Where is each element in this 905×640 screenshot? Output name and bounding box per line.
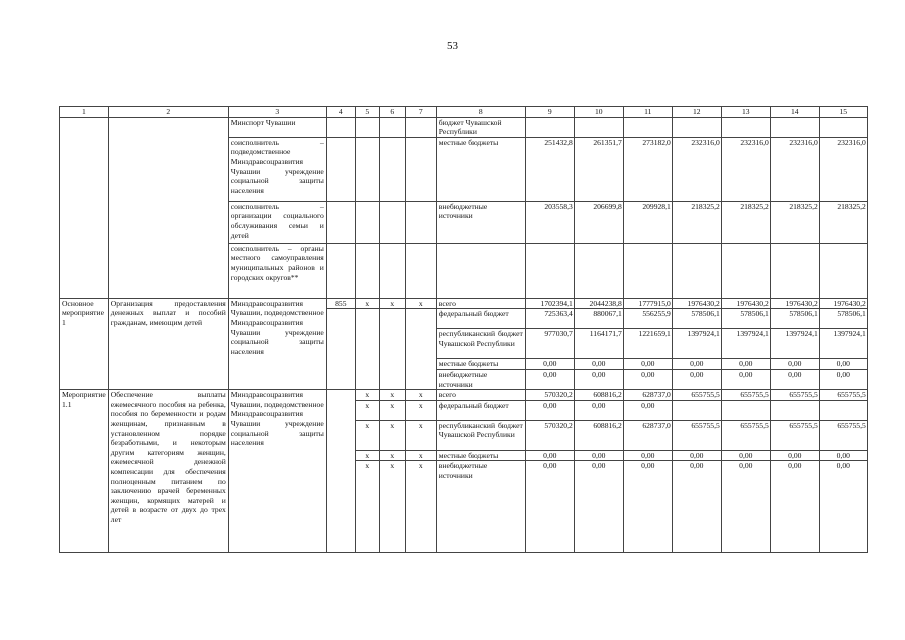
value-cell: 0,00 (672, 369, 721, 389)
col-header: 7 (405, 107, 436, 118)
value-cell: 1397924,1 (721, 329, 770, 359)
code-cell: х (355, 420, 379, 450)
executor-cell: Минспорт Чувашии (228, 117, 326, 137)
value-cell: 0,00 (672, 450, 721, 461)
value-cell: 203558,3 (525, 201, 574, 243)
source-cell: федеральный бюджет (436, 309, 525, 329)
code-cell: х (379, 420, 405, 450)
code-cell: х (405, 390, 436, 401)
value-cell: 570320,2 (525, 420, 574, 450)
col-header: 8 (436, 107, 525, 118)
value-cell: 0,00 (525, 400, 574, 420)
column-number-header (60, 107, 868, 118)
executor-cell: Минздравсоцразвития Чувашии, подведомственное Минздравсоцразвития Чувашии учреждение социальной защиты населения (228, 298, 326, 389)
source-cell: бюджет Чувашской Республики (436, 117, 525, 137)
col-header: 3 (228, 107, 326, 118)
source-cell: внебюджетные источники (436, 369, 525, 389)
value-cell: 1976430,2 (770, 298, 819, 309)
value-cell: 608816,2 (574, 420, 623, 450)
value-cell: 655755,5 (672, 390, 721, 401)
executor-cell: соисполнитель – подведомственное Минздравсоцразвития Чувашии учреждение социальной защиты населения (228, 137, 326, 201)
status-cell: Мероприятие 1.1 (60, 390, 109, 553)
value-cell: 0,00 (721, 359, 770, 370)
value-cell: 0,00 (623, 400, 672, 420)
value-cell: 0,00 (721, 369, 770, 389)
code-cell: х (355, 400, 379, 420)
col-header: 11 (623, 107, 672, 118)
source-cell: местные бюджеты (436, 359, 525, 370)
table-row (60, 117, 868, 137)
value-cell: 725363,4 (525, 309, 574, 329)
code-cell: х (355, 390, 379, 401)
value-cell: 0,00 (574, 400, 623, 420)
value-cell: 0,00 (623, 461, 672, 553)
executor-cell: соисполнитель – органы местного самоуправления муниципальных районов и городских округов** (228, 243, 326, 298)
value-cell: 1702394,1 (525, 298, 574, 309)
value-cell: 0,00 (672, 461, 721, 553)
source-cell: республиканский бюджет Чувашской Республики (436, 420, 525, 450)
value-cell: 209928,1 (623, 201, 672, 243)
value-cell: 0,00 (819, 369, 867, 389)
code-cell: х (405, 400, 436, 420)
value-cell: 578506,1 (819, 309, 867, 329)
table-row (60, 298, 868, 309)
value-cell: 0,00 (770, 450, 819, 461)
value-cell: 556255,9 (623, 309, 672, 329)
value-cell: 0,00 (574, 369, 623, 389)
value-cell: 570320,2 (525, 390, 574, 401)
col-header: 1 (60, 107, 109, 118)
value-cell: 578506,1 (672, 309, 721, 329)
value-cell: 1397924,1 (770, 329, 819, 359)
name-cell (108, 117, 228, 298)
source-cell: федеральный бюджет (436, 400, 525, 420)
value-cell: 1221659,1 (623, 329, 672, 359)
source-cell: местные бюджеты (436, 137, 525, 201)
col-header: 10 (574, 107, 623, 118)
value-cell: 578506,1 (721, 309, 770, 329)
budget-table (59, 106, 868, 553)
source-cell: всего (436, 390, 525, 401)
value-cell: 1777915,0 (623, 298, 672, 309)
name-cell: Организация предоставления денежных выплат и пособий гражданам, имеющим детей (108, 298, 228, 389)
value-cell: 1164171,7 (574, 329, 623, 359)
value-cell: 218325,2 (672, 201, 721, 243)
value-cell: 0,00 (574, 450, 623, 461)
value-cell: 0,00 (525, 359, 574, 370)
budget-table-wrapper (59, 106, 868, 553)
value-cell: 0,00 (819, 461, 867, 553)
code-cell: х (379, 298, 405, 309)
value-cell: 261351,7 (574, 137, 623, 201)
value-cell: 578506,1 (770, 309, 819, 329)
col-header: 12 (672, 107, 721, 118)
value-cell: 251432,8 (525, 137, 574, 201)
value-cell: 0,00 (721, 461, 770, 553)
value-cell: 218325,2 (721, 201, 770, 243)
value-cell: 655755,5 (819, 420, 867, 450)
value-cell: 0,00 (623, 369, 672, 389)
code-cell: х (379, 461, 405, 553)
source-cell: внебюджетные источники (436, 461, 525, 553)
value-cell: 0,00 (721, 450, 770, 461)
value-cell: 0,00 (525, 369, 574, 389)
code-cell: х (355, 298, 379, 309)
value-cell: 880067,1 (574, 309, 623, 329)
code-cell: х (379, 450, 405, 461)
value-cell: 0,00 (525, 450, 574, 461)
col-header: 2 (108, 107, 228, 118)
value-cell: 1976430,2 (672, 298, 721, 309)
code-cell: х (405, 461, 436, 553)
code-cell: х (355, 450, 379, 461)
value-cell: 608816,2 (574, 390, 623, 401)
value-cell: 0,00 (819, 450, 867, 461)
value-cell: 655755,5 (721, 420, 770, 450)
code-cell: х (405, 420, 436, 450)
value-cell: 2044238,8 (574, 298, 623, 309)
executor-cell: соисполнитель – организации социального обслуживания семьи и детей (228, 201, 326, 243)
source-cell: всего (436, 298, 525, 309)
value-cell: 232316,0 (672, 137, 721, 201)
value-cell: 0,00 (574, 359, 623, 370)
executor-cell: Минздравсоцразвития Чувашии, подведомственное Минздравсоцразвития Чувашии учреждение социальной защиты населения (228, 390, 326, 553)
value-cell: 0,00 (770, 369, 819, 389)
value-cell: 0,00 (623, 450, 672, 461)
col-header: 4 (326, 107, 355, 118)
value-cell: 232316,0 (721, 137, 770, 201)
grbs-cell: 855 (326, 298, 355, 309)
value-cell: 628737,0 (623, 420, 672, 450)
value-cell: 0,00 (770, 461, 819, 553)
source-cell: внебюджетные источники (436, 201, 525, 243)
value-cell: 218325,2 (770, 201, 819, 243)
col-header: 14 (770, 107, 819, 118)
code-cell: х (405, 298, 436, 309)
value-cell: 218325,2 (819, 201, 867, 243)
code-cell: х (379, 400, 405, 420)
value-cell: 628737,0 (623, 390, 672, 401)
value-cell: 655755,5 (672, 420, 721, 450)
col-header: 13 (721, 107, 770, 118)
value-cell: 977030,7 (525, 329, 574, 359)
source-cell: республиканский бюджет Чувашской Республики (436, 329, 525, 359)
source-cell: местные бюджеты (436, 450, 525, 461)
status-cell (60, 117, 109, 298)
status-cell: Основное мероприятие 1 (60, 298, 109, 389)
name-cell: Обеспечение выплаты ежемесячного пособия на ребенка, пособия по беременности и родам женщинам, признанным в установленном порядке безработными, и некоторым другим категориям женщин, ежемесячной денежной компенсации для обеспечения полноценным питанием по заключению врачей беременных женщин, кормящих матерей и детей в возрасте от двух до трех лет (108, 390, 228, 553)
code-cell: х (405, 450, 436, 461)
value-cell: 232316,0 (819, 137, 867, 201)
code-cell: х (355, 461, 379, 553)
value-cell: 206699,8 (574, 201, 623, 243)
value-cell: 0,00 (623, 359, 672, 370)
col-header: 6 (379, 107, 405, 118)
page-number: 53 (447, 40, 458, 52)
value-cell: 1976430,2 (819, 298, 867, 309)
value-cell: 0,00 (819, 359, 867, 370)
value-cell: 655755,5 (770, 390, 819, 401)
value-cell: 273182,0 (623, 137, 672, 201)
value-cell: 1397924,1 (672, 329, 721, 359)
col-header: 9 (525, 107, 574, 118)
value-cell: 1397924,1 (819, 329, 867, 359)
table-row (60, 390, 868, 401)
col-header: 5 (355, 107, 379, 118)
col-header: 15 (819, 107, 867, 118)
value-cell: 1976430,2 (721, 298, 770, 309)
code-cell: х (379, 390, 405, 401)
value-cell: 0,00 (770, 359, 819, 370)
value-cell: 232316,0 (770, 137, 819, 201)
value-cell: 655755,5 (770, 420, 819, 450)
value-cell: 655755,5 (721, 390, 770, 401)
value-cell: 655755,5 (819, 390, 867, 401)
value-cell: 0,00 (672, 359, 721, 370)
value-cell: 0,00 (525, 461, 574, 553)
value-cell: 0,00 (574, 461, 623, 553)
